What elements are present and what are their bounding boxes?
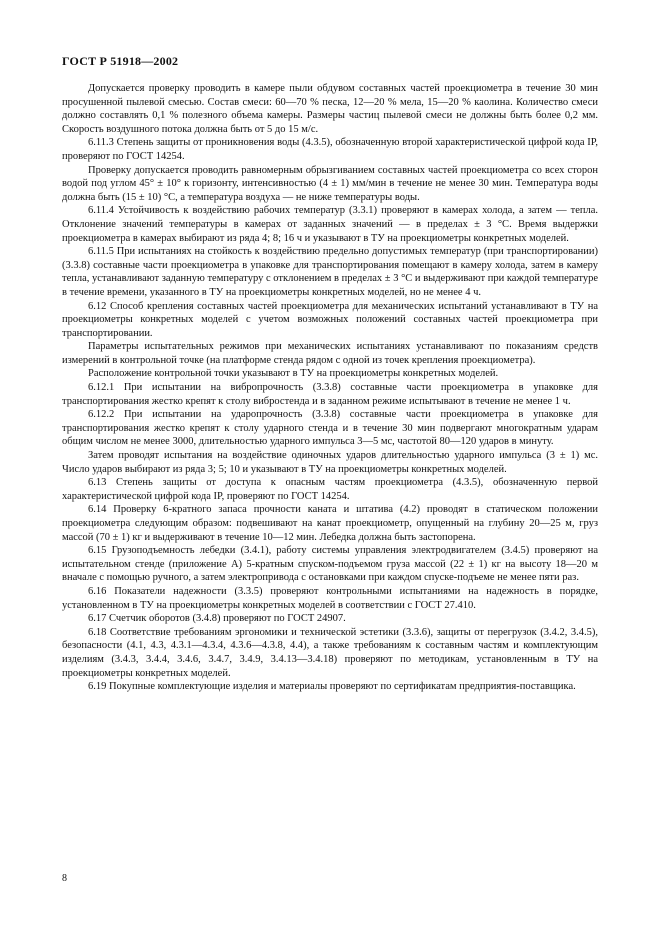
paragraph-control-point: Расположение контрольной точки указывают в ТУ на проекциометры конкретных моделей.: [88, 368, 499, 380]
paragraph-6-11-5: 6.11.5 При испытаниях на стойкость к воздействию предельно допустимых температур (при транспортировании) (3.3.8) составные части проекциометра в упаковке для транспортирования помещают в камеру холода, затем в камеру тепла, устанавливают заданную температуру с отклонением в пределах ± 3 °С и выдерживают при каждой температуре в течение времени, указанного в ТУ на проекциометры конкретных моделей, но не менее 4 ч.: [62, 246, 598, 298]
document-body: [62, 82, 598, 694]
standard-header: ГОСТ Р 51918—2002: [62, 54, 179, 68]
paragraph-6-12-2: 6.12.2 При испытании на ударопрочность (3.3.8) составные части проекциометра в упаковке для транспортирования жестко крепят к столу ударного стенда и в течение 30 мин подвергают многократным ударам общим числом не менее 3000, длительностью ударного импульса 3—5 мс, частотой 80—120 ударов в минуту.: [62, 409, 598, 448]
paragraph-6-17: 6.17 Счетчик оборотов (3.4.8) проверяют по ГОСТ 24907.: [88, 613, 346, 625]
paragraph-dust-test: Допускается проверку проводить в камере пыли обдувом составных частей проекциометра в течение 30 мин просушенной пылевой смесью. Состав смеси: 60—70 % песка, 12—20 % мела, 15—20 % каолина. Количество смеси должно составлять 0,1 % полезного объема камеры. Размеры частиц пылевой смеси не должны быть более 0,2 мм. Скорость воздушного потока должна быть от 5 до 15 м/с.: [62, 83, 598, 135]
paragraph-6-12-1: 6.12.1 При испытании на вибропрочность (3.3.8) составные части проекциометра в упаковке для транспортирования жестко крепят к столу вибростенда и в заданном режиме испытывают в течение не менее 1 ч.: [62, 382, 598, 407]
paragraph-water-spray: Проверку допускается проводить равномерным обрызгиванием составных частей проекциометра со всех сторон водой под углом 45° ± 10° к горизонту, интенсивностью (4 ± 1) мм/мин в течение не менее 30 мин. Температура воды должна быть (15 ± 10) °С, а температура воздуха — не ниже температуры воды.: [62, 164, 598, 203]
paragraph-6-12: 6.12 Способ крепления составных частей проекциометра для механических испытаний устанавливают в ТУ на проекциометры конкретных моделей с учетом возможных положений составных частей проекциометра при транспортировании.: [62, 300, 598, 339]
paragraph-test-modes: Параметры испытательных режимов при механических испытаниях устанавливают по показаниям средств измерений в контрольной точке (на платформе стенда рядом с одной из точек крепления проекциометра).: [62, 341, 598, 366]
paragraph-6-15: 6.15 Грузоподъемность лебедки (3.4.1), работу системы управления электродвигателем (3.4.5) проверяют на испытательном стенде (приложение А) 5-кратным спуском-подъемом груза массой (22 ± 1) кг на высоту 18—20 м вначале с помощью ручного, а затем электропривода с остановками при каждом спуске-подъеме не менее пяти раз.: [62, 545, 598, 584]
paragraph-6-13: 6.13 Степень защиты от доступа к опасным частям проекциометра (4.3.5), обозначенную первой характеристической цифрой кода IP, проверяют по ГОСТ 14254.: [62, 477, 598, 502]
page-number: 8: [62, 873, 67, 884]
paragraph-6-18: 6.18 Соответствие требованиям эргономики и технической эстетики (3.3.6), защиты от перегрузок (3.4.2, 3.4.5), безопасности (4.1, 4.3, 4.3.1—4.3.4, 4.3.6—4.3.8, 4.4), а также требованиям к составным частям и комплектующим изделиям (3.4.3, 3.4.4, 3.4.6, 3.4.7, 3.4.9, 3.4.13—3.4.18) проверяют по методикам, установленным в ТУ на проекциометры конкретных моделей.: [62, 626, 598, 679]
paragraph-6-11-4: 6.11.4 Устойчивость к воздействию рабочих температур (3.3.1) проверяют в камерах холода, а затем — тепла. Отклонение значений температуры в камерах от заданных значений — в пределах ± 3 °С. Время выдержки проекциометра в камерах выбирают из ряда 4; 8; 16 ч и указывают в ТУ на проекциометры конкретных моделей.: [62, 205, 598, 244]
paragraph-single-shocks: Затем проводят испытания на воздействие одиночных ударов длительностью ударного импульса (3 ± 1) мс. Число ударов выбирают из ряда 3; 5; 10 и указывают в ТУ на проекциометры конкретных моделей.: [62, 450, 598, 475]
paragraph-6-16: 6.16 Показатели надежности (3.3.5) проверяют контрольными испытаниями на надежность в порядке, установленном в ТУ на проекциометры конкретных моделей в соответствии с ГОСТ 27.410.: [62, 585, 598, 611]
paragraph-6-11-3: 6.11.3 Степень защиты от проникновения воды (4.3.5), обозначенную второй характеристической цифрой кода IP, проверяют по ГОСТ 14254.: [62, 137, 598, 162]
paragraph-6-14: 6.14 Проверку 6-кратного запаса прочности каната и штатива (4.2) проводят в статическом положении проекциометра следующим образом: подвешивают на канат проекциометр, опущенный на глубину 20—25 м, груз массой (70 ± 1) кг и выдерживают в течение 10—12 мин. Лебедка должна быть застопорена.: [62, 504, 598, 543]
paragraph-6-19: 6.19 Покупные комплектующие изделия и материалы проверяют по сертификатам предприятия-поставщика.: [88, 681, 576, 693]
